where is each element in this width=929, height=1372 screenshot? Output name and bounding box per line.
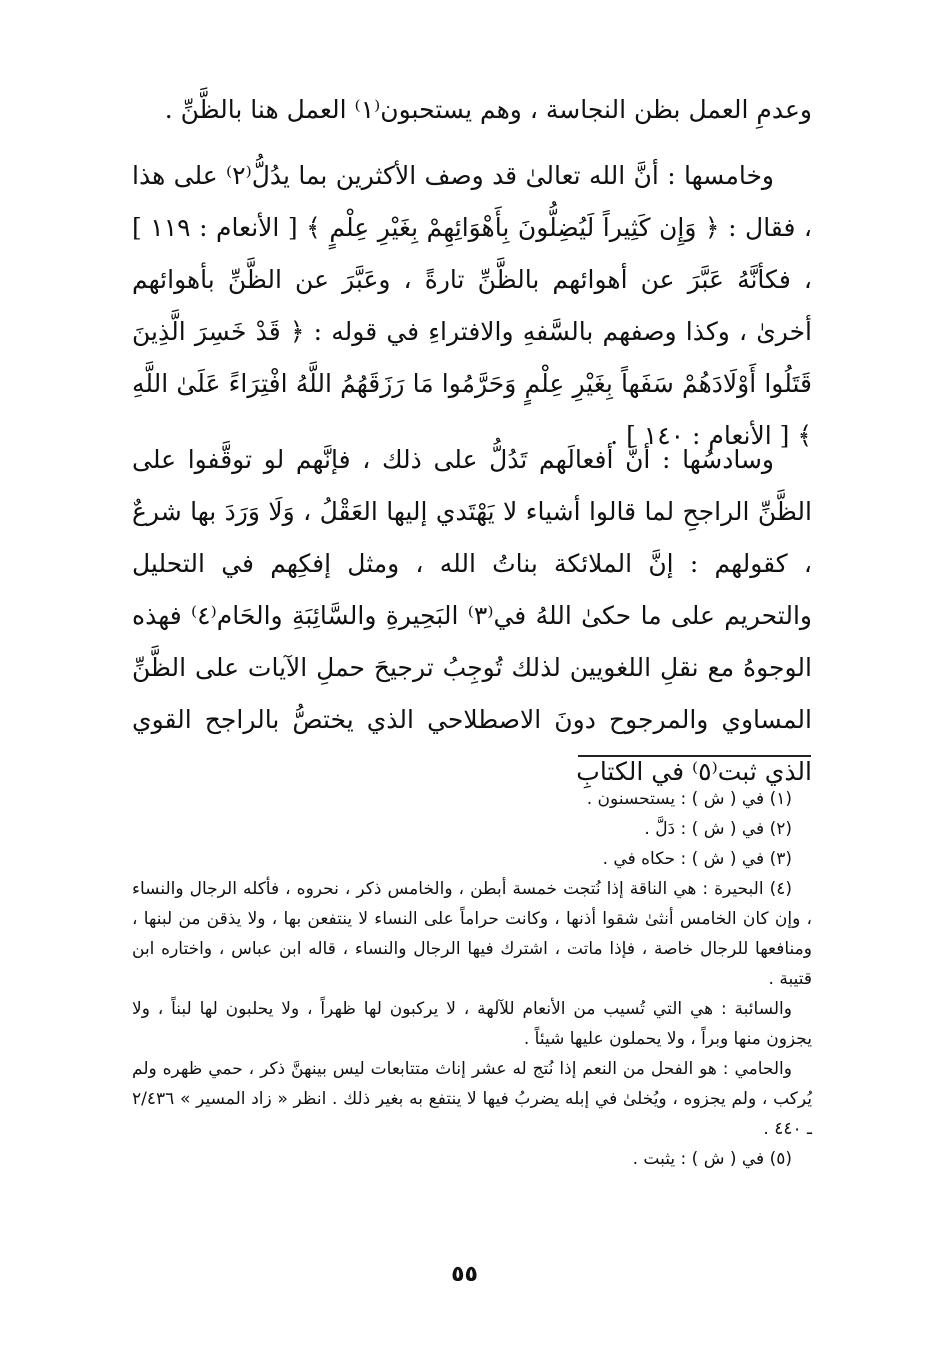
footnote-1: (١) في ( ش ) : يستحسنون . <box>586 789 792 809</box>
body-paragraph-1 <box>132 84 812 136</box>
body-paragraph-3 <box>132 434 812 798</box>
footnote-3: (٣) في ( ش ) : حكاه في . <box>602 849 792 869</box>
footnote-4-bahira: (٤) البحيرة : هي الناقة إذا نُتجت خمسة أبطن ، والخامس ذكر ، نحروه ، فأكله الرجال والنساء ، وإن كان الخامس أنثىٰ شقوا أذنها ، وكانت حراماً على النساء لا ينتفعن بها ، ولا يذقن من لبنها ، ومنافعها للرجال خاصة ، فإذا ماتت ، اشترك فيها الرجال والنساء ، قاله ابن عباس ، واختاره ابن قتيبة . <box>132 879 812 989</box>
footnote-2: (٢) في ( ش ) : دَلَّ . <box>644 819 792 839</box>
page-number: ٥٥ <box>451 1262 478 1287</box>
footnote-separator <box>578 755 811 757</box>
paragraph-text: وعدمِ العمل بظن النجاسة ، وهم يستحبون⁽١⁾ العمل هنا بالظَّنِّ . <box>164 95 812 124</box>
paragraph-text: وسادسُها : أنَّ أفعالَهم تَدُلُّ على ذلك ، فإنَّهم لو توقَّفوا على الظَّنِّ الراجحِ لما قالوا أشياء لا يَهْتَدي إليها العَقْلُ ، وَلَا وَرَدَ بها شرعٌ ، كقولهم : إنَّ الملائكة بناتُ الله ، ومثل إفكِهم في التحليل والتحريم على ما حكىٰ اللهُ في⁽٣⁾ البَحِيرةِ والسَّائِبَةِ والحَام⁽٤⁾ فهذه الوجوهُ مع نقلِ اللغويين لذلك تُوجِبُ ترجيحَ حملِ الآيات على الظَّنِّ المساوي والمرجوح دونَ الاصطلاحي الذي يختصُّ بالراجح القوي الذي ثبت⁽٥⁾ في الكتابِ <box>132 445 812 786</box>
body-paragraph-2 <box>132 150 812 462</box>
footnotes <box>132 784 812 1174</box>
paragraph-text: وخامسها : أنَّ الله تعالىٰ قد وصف الأكثرين بما يدُلُّ⁽٢⁾ على هذا ، فقال : ﴿ وَإِن كَثِيراً لَيُضِلُّونَ بِأَهْوَائِهِمْ بِغَيْرِ عِلْمٍ ﴾ [ الأنعام : ١١٩ ] ، فكأنَّهُ عَبَّرَ عن أهوائهم بالظَّنِّ تارةً ، وعَبَّرَ عن الظَّنِّ بأهوائهم أخرىٰ ، وكذا وصفهم بالسَّفهِ والافتراءِ في قوله : ﴿ قَدْ خَسِرَ الَّذِينَ قَتَلُوا أَوْلَادَهُمْ سَفَهاً بِغَيْرِ عِلْمٍ وَحَرَّمُوا مَا رَزَقَهُمُ اللَّهُ افْتِرَاءً عَلَىٰ اللَّهِ ﴾ [ الأنعام : ١٤٠ ] . <box>132 161 812 450</box>
footnote-4-hami: والحامي : هو الفحل من النعم إذا نُتج له عشر إناث متتابعات ليس بينهنَّ ذكر ، حمي ظهره ولم يُركب ، ولم يجزوه ، ويُخلىٰ في إبله يضربُ فيها لا ينتفع به بغير ذلك . انظر « زاد المسير » ٢/٤٣٦ ـ ٤٤٠ . <box>132 1059 812 1139</box>
footnote-5: (٥) في ( ش ) : يثبت . <box>632 1149 792 1169</box>
footnote-4-saiba: والسائبة : هي التي تُسيب من الأنعام للآلهة ، لا يركبون لها ظهراً ، ولا يحلبون لها لبناً ، ولا يجزون منها وبراً ، ولا يحملون عليها شيئاً . <box>132 999 812 1049</box>
